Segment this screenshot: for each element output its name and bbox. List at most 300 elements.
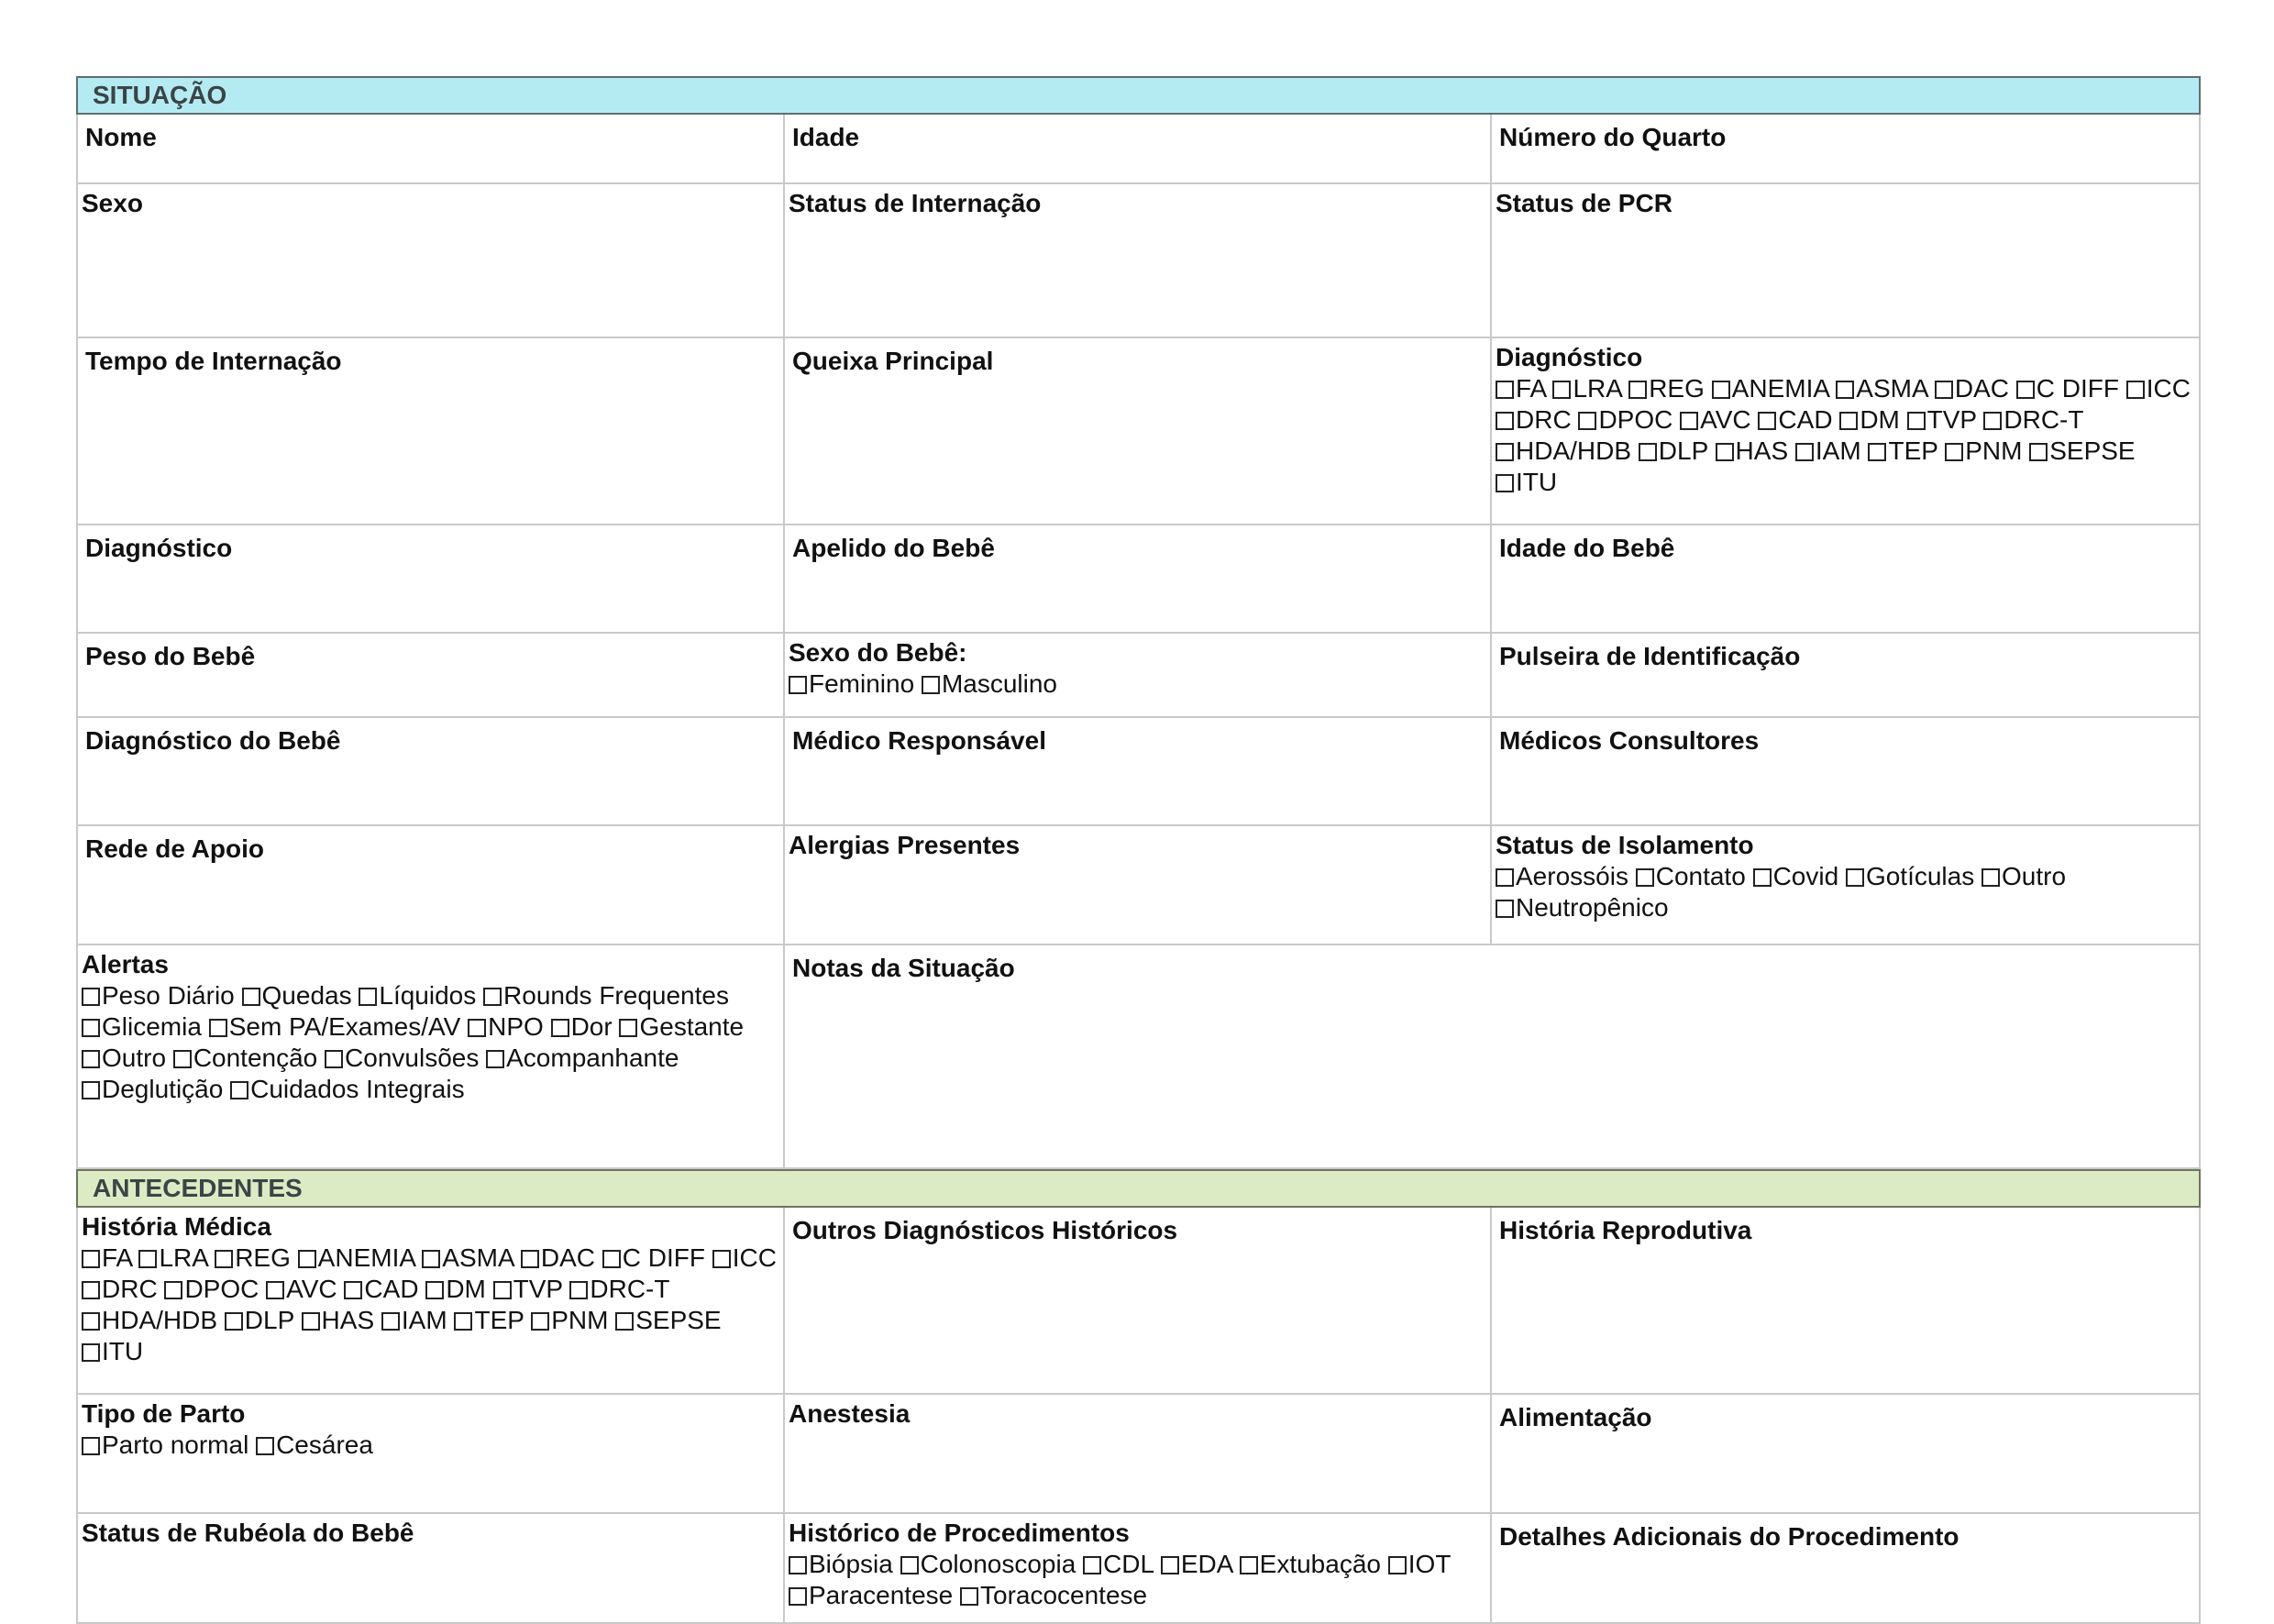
checkbox-label: NPO (488, 1012, 544, 1041)
checkbox-option[interactable] (82, 1044, 166, 1072)
field-status-pcr[interactable] (1492, 184, 2201, 338)
checkbox-icon[interactable] (266, 1281, 284, 1299)
checkbox-icon[interactable] (1758, 412, 1776, 430)
checkbox-option[interactable] (256, 1431, 373, 1459)
situacao-row (76, 718, 2201, 826)
field-label: Médicos Consultores (1499, 726, 1760, 755)
checkbox-icon[interactable] (82, 1312, 100, 1331)
checkbox-list (82, 1430, 778, 1461)
checkbox-label: ASMA (1856, 374, 1928, 403)
field-label: História Médica (82, 1212, 271, 1241)
checkbox-label: Gestante (639, 1012, 745, 1041)
checkbox-label: Masculino (941, 669, 1058, 698)
checkbox-label: Peso Diário (102, 981, 235, 1010)
checkbox-option[interactable] (1935, 374, 2009, 403)
checkbox-icon[interactable] (302, 1312, 320, 1331)
field-rede-apoio[interactable] (78, 826, 785, 945)
checkbox-option[interactable] (454, 1306, 524, 1334)
checkbox-option[interactable] (422, 1243, 513, 1272)
checkbox-icon[interactable] (381, 1312, 400, 1331)
checkbox-icon[interactable] (615, 1312, 634, 1331)
field-label: Diagnóstico (85, 534, 233, 562)
field-label: Status de Rubéola do Bebê (82, 1519, 414, 1547)
checkbox-option[interactable] (425, 1275, 486, 1303)
field-historia-reprodutiva[interactable] (1492, 1208, 2201, 1395)
checkbox-icon[interactable] (138, 1250, 157, 1268)
checkbox-icon[interactable] (1496, 443, 1514, 461)
checkbox-option[interactable] (381, 1306, 447, 1334)
checkbox-option[interactable] (602, 1243, 705, 1272)
checkbox-icon[interactable] (164, 1281, 182, 1299)
checkbox-label: AVC (1700, 405, 1751, 434)
checkbox-icon[interactable] (1680, 412, 1698, 430)
checkbox-icon[interactable] (1496, 381, 1514, 399)
checkbox-label: AVC (286, 1275, 337, 1303)
checkbox-icon[interactable] (1388, 1556, 1407, 1574)
field-label: Diagnóstico (1496, 343, 1643, 371)
checkbox-option[interactable] (82, 1337, 143, 1365)
field-alergias-presentes[interactable] (785, 826, 1492, 945)
checkbox-label: Aerossóis (1516, 862, 1628, 890)
checkbox-option[interactable] (1083, 1550, 1154, 1578)
checkbox-icon[interactable] (1496, 900, 1514, 918)
checkbox-icon[interactable] (1552, 381, 1571, 399)
checkbox-label: ANEMIA (1731, 374, 1829, 403)
checkbox-list (1496, 373, 2193, 498)
checkbox-label: Biópsia (809, 1550, 893, 1578)
field-label: Status de Isolamento (1496, 831, 1754, 859)
checkbox-label: ITU (102, 1337, 144, 1365)
checkbox-icon[interactable] (1753, 868, 1772, 887)
checkbox-icon[interactable] (1628, 381, 1647, 399)
checkbox-icon[interactable] (82, 1050, 100, 1068)
checkbox-option[interactable] (82, 1075, 223, 1103)
field-queixa-principal[interactable] (785, 338, 1492, 525)
field-label: Alimentação (1499, 1403, 1652, 1431)
checkbox-icon[interactable] (1496, 868, 1514, 887)
checkbox-label: IAM (1815, 436, 1861, 465)
checkbox-option[interactable] (1839, 405, 1900, 434)
field-status-internacao[interactable] (785, 184, 1492, 338)
situacao-row (76, 826, 2201, 945)
patient-form (76, 76, 2201, 1624)
checkbox-label: Toracocentese (980, 1581, 1148, 1609)
checkbox-icon[interactable] (1712, 381, 1730, 399)
field-sexo-bebe (785, 634, 1492, 718)
checkbox-icon[interactable] (325, 1050, 343, 1068)
checkbox-option[interactable] (82, 981, 235, 1010)
checkbox-label: Paracentese (809, 1581, 954, 1609)
checkbox-list (1496, 861, 2193, 923)
checkbox-option[interactable] (493, 1275, 563, 1303)
checkbox-option[interactable] (1240, 1550, 1381, 1578)
checkbox-label: HAS (321, 1306, 375, 1334)
checkbox-option[interactable] (2029, 436, 2135, 465)
checkbox-option[interactable] (1846, 862, 1974, 890)
checkbox-option[interactable] (1628, 374, 1705, 403)
field-peso-bebe[interactable] (78, 634, 785, 718)
checkbox-label: DLP (1658, 436, 1708, 465)
checkbox-icon[interactable] (422, 1250, 440, 1268)
checkbox-label: LRA (1573, 374, 1622, 403)
situacao-row (76, 945, 2201, 1169)
checkbox-option[interactable] (486, 1044, 679, 1072)
antecedentes-row (76, 1395, 2201, 1514)
checkbox-option[interactable] (483, 981, 729, 1010)
checkbox-icon[interactable] (1161, 1556, 1179, 1574)
field-label: História Reprodutiva (1499, 1216, 1752, 1244)
field-medicos-consultores[interactable] (1492, 718, 2201, 826)
checkbox-label: DM (1860, 405, 1900, 434)
checkbox-option[interactable] (1161, 1550, 1232, 1578)
checkbox-icon[interactable] (493, 1281, 512, 1299)
checkbox-label: Líquidos (379, 981, 477, 1010)
checkbox-icon[interactable] (569, 1281, 588, 1299)
checkbox-option[interactable] (922, 669, 1057, 698)
checkbox-option[interactable] (1496, 436, 1631, 465)
checkbox-option[interactable] (173, 1044, 317, 1072)
checkbox-label: DPOC (184, 1275, 259, 1303)
checkbox-option[interactable] (138, 1243, 207, 1272)
field-label: Idade do Bebê (1499, 534, 1675, 562)
checkbox-icon[interactable] (82, 1250, 100, 1268)
checkbox-label: Colonoscopia (920, 1550, 1076, 1578)
checkbox-option[interactable] (1868, 436, 1937, 465)
checkbox-label: SEPSE (635, 1306, 722, 1334)
checkbox-label: C DIFF (622, 1243, 705, 1272)
checkbox-option[interactable] (789, 1581, 953, 1609)
field-label: Sexo (82, 189, 143, 217)
checkbox-label: Sem PA/Exames/AV (228, 1012, 461, 1041)
checkbox-label: FA (1516, 374, 1546, 403)
checkbox-option[interactable] (82, 1431, 248, 1459)
field-label: Apelido do Bebê (792, 534, 995, 562)
checkbox-icon[interactable] (256, 1437, 274, 1455)
field-label: Anestesia (789, 1399, 911, 1428)
field-anestesia[interactable] (785, 1395, 1492, 1514)
checkbox-icon[interactable] (483, 988, 502, 1006)
field-label: Status de Internação (789, 189, 1042, 217)
checkbox-option[interactable] (1496, 862, 1628, 890)
checkbox-icon[interactable] (298, 1250, 316, 1268)
field-label: Tipo de Parto (82, 1399, 246, 1428)
field-idade[interactable] (785, 115, 1492, 184)
checkbox-option[interactable] (1907, 405, 1977, 434)
field-tipo-parto (78, 1395, 785, 1514)
checkbox-option[interactable] (1578, 405, 1672, 434)
checkbox-label: HDA/HDB (102, 1306, 218, 1334)
checkbox-label: DAC (540, 1243, 595, 1272)
checkbox-label: CAD (1778, 405, 1833, 434)
checkbox-icon[interactable] (1636, 868, 1654, 887)
checkbox-icon[interactable] (209, 1019, 227, 1037)
checkbox-icon[interactable] (1083, 1556, 1101, 1574)
checkbox-option[interactable] (225, 1306, 294, 1334)
checkbox-icon[interactable] (2126, 381, 2145, 399)
field-diagnostico-bebe[interactable] (78, 718, 785, 826)
checkbox-option[interactable] (1639, 436, 1708, 465)
checkbox-icon[interactable] (789, 676, 807, 694)
checkbox-label: PNM (551, 1306, 609, 1334)
checkbox-icon[interactable] (359, 988, 377, 1006)
field-medico-responsavel[interactable] (785, 718, 1492, 826)
checkbox-option[interactable] (215, 1243, 291, 1272)
checkbox-label: Neutropênico (1516, 893, 1669, 922)
checkbox-icon[interactable] (900, 1556, 919, 1574)
field-apelido-bebe[interactable] (785, 525, 1492, 634)
checkbox-label: Convulsões (345, 1044, 480, 1072)
checkbox-option[interactable] (1753, 862, 1839, 890)
checkbox-option[interactable] (266, 1275, 337, 1303)
field-label: Sexo do Bebê: (789, 638, 967, 667)
checkbox-option[interactable] (1496, 374, 1546, 403)
checkbox-icon[interactable] (1716, 443, 1734, 461)
field-label: Nome (85, 123, 157, 151)
checkbox-label: Parto normal (102, 1431, 249, 1459)
checkbox-option[interactable] (298, 1243, 415, 1272)
checkbox-label: Quedas (261, 981, 352, 1010)
field-nome[interactable] (78, 115, 785, 184)
checkbox-option[interactable] (960, 1581, 1147, 1609)
checkbox-option[interactable] (1983, 405, 2083, 434)
checkbox-label: Gotículas (1865, 862, 1975, 890)
checkbox-option[interactable] (619, 1012, 744, 1041)
checkbox-label: TVP (513, 1275, 563, 1303)
checkbox-icon[interactable] (1639, 443, 1657, 461)
checkbox-label: DM (446, 1275, 486, 1303)
checkbox-option[interactable] (789, 1550, 893, 1578)
field-diagnostico-checklist (1492, 338, 2201, 525)
field-label: Rede de Apoio (85, 834, 264, 863)
checkbox-label: TVP (1926, 405, 1977, 434)
field-historico-procedimentos (785, 1514, 1492, 1624)
checkbox-option[interactable] (615, 1306, 721, 1334)
checkbox-list (82, 1243, 778, 1367)
field-outros-diagnosticos[interactable] (785, 1208, 1492, 1395)
field-diagnostico[interactable] (78, 525, 785, 634)
checkbox-label: REG (1649, 374, 1705, 403)
field-label: Pulseira de Identificação (1499, 642, 1801, 670)
checkbox-option[interactable] (1496, 405, 1572, 434)
checkbox-label: Acompanhante (506, 1044, 679, 1072)
checkbox-icon[interactable] (2029, 443, 2048, 461)
checkbox-option[interactable] (712, 1243, 777, 1272)
checkbox-icon[interactable] (468, 1019, 486, 1037)
checkbox-icon[interactable] (789, 1556, 807, 1574)
checkbox-icon[interactable] (1836, 381, 1854, 399)
checkbox-option[interactable] (1945, 436, 2022, 465)
checkbox-icon[interactable] (1496, 474, 1514, 492)
checkbox-label: TEP (1888, 436, 1938, 465)
checkbox-label: REG (235, 1243, 291, 1272)
field-numero-quarto[interactable] (1492, 115, 2201, 184)
checkbox-icon[interactable] (1981, 868, 2000, 887)
checkbox-option[interactable] (82, 1275, 158, 1303)
checkbox-option[interactable] (302, 1306, 375, 1334)
checkbox-option[interactable] (325, 1044, 479, 1072)
checkbox-option[interactable] (1836, 374, 1927, 403)
situacao-row (76, 115, 2201, 184)
checkbox-option[interactable] (900, 1550, 1076, 1578)
checkbox-option[interactable] (1636, 862, 1746, 890)
checkbox-option[interactable] (82, 1243, 132, 1272)
checkbox-icon[interactable] (82, 1343, 100, 1362)
checkbox-icon[interactable] (225, 1312, 243, 1331)
checkbox-label: Cuidados Integrais (250, 1075, 465, 1103)
field-alertas (78, 945, 785, 1169)
checkbox-icon[interactable] (551, 1019, 569, 1037)
checkbox-icon[interactable] (344, 1281, 362, 1299)
checkbox-label: Outro (102, 1044, 167, 1072)
checkbox-label: Deglutição (102, 1075, 224, 1103)
checkbox-icon[interactable] (1240, 1556, 1258, 1574)
checkbox-option[interactable] (164, 1275, 259, 1303)
checkbox-option[interactable] (789, 669, 914, 698)
checkbox-label: CDL (1103, 1550, 1154, 1578)
situacao-row (76, 525, 2201, 634)
checkbox-icon[interactable] (531, 1312, 549, 1331)
checkbox-label: Feminino (809, 669, 915, 698)
checkbox-option[interactable] (1552, 374, 1621, 403)
checkbox-icon[interactable] (619, 1019, 637, 1037)
checkbox-list (82, 980, 778, 1105)
field-detalhes-procedimento[interactable] (1492, 1514, 2201, 1624)
checkbox-icon[interactable] (82, 1019, 100, 1037)
antecedentes-row (76, 1208, 2201, 1395)
checkbox-label: DLP (244, 1306, 294, 1334)
checkbox-option[interactable] (1981, 862, 2066, 890)
checkbox-option[interactable] (82, 1012, 202, 1041)
checkbox-icon[interactable] (1868, 443, 1886, 461)
checkbox-icon[interactable] (922, 676, 940, 694)
checkbox-icon[interactable] (230, 1081, 248, 1099)
checkbox-option[interactable] (1795, 436, 1861, 465)
checkbox-icon[interactable] (82, 988, 100, 1006)
field-label: Status de PCR (1496, 189, 1672, 217)
field-sexo[interactable] (78, 184, 785, 338)
field-notas-situacao[interactable] (785, 945, 2201, 1169)
field-label: Histórico de Procedimentos (789, 1519, 1130, 1547)
checkbox-icon[interactable] (425, 1281, 444, 1299)
checkbox-label: PNM (1965, 436, 2023, 465)
checkbox-option[interactable] (1712, 374, 1829, 403)
checkbox-icon[interactable] (1846, 868, 1864, 887)
field-label: Alertas (82, 950, 169, 978)
checkbox-icon[interactable] (173, 1050, 192, 1068)
checkbox-label: DRC-T (590, 1275, 669, 1303)
checkbox-option[interactable] (1496, 893, 1669, 922)
checkbox-option[interactable] (230, 1075, 464, 1103)
field-status-rubeola-bebe[interactable] (78, 1514, 785, 1624)
checkbox-icon[interactable] (1935, 381, 1953, 399)
checkbox-icon[interactable] (1983, 412, 2002, 430)
field-alimentacao[interactable] (1492, 1395, 2201, 1514)
field-idade-bebe[interactable] (1492, 525, 2201, 634)
field-tempo-internacao[interactable] (78, 338, 785, 525)
checkbox-option[interactable] (1496, 468, 1557, 496)
checkbox-label: Covid (1772, 862, 1839, 890)
checkbox-icon[interactable] (242, 988, 260, 1006)
checkbox-label: HAS (1735, 436, 1789, 465)
field-label: Médico Responsável (792, 726, 1046, 755)
checkbox-icon[interactable] (1496, 412, 1514, 430)
checkbox-icon[interactable] (1578, 412, 1596, 430)
checkbox-label: FA (102, 1243, 132, 1272)
checkbox-option[interactable] (344, 1275, 418, 1303)
checkbox-label: Outro (2002, 862, 2067, 890)
checkbox-option[interactable] (468, 1012, 544, 1041)
checkbox-label: ICC (732, 1243, 777, 1272)
checkbox-icon[interactable] (1795, 443, 1814, 461)
situacao-row (76, 338, 2201, 525)
field-label: Número do Quarto (1499, 123, 1727, 151)
checkbox-label: ANEMIA (317, 1243, 415, 1272)
checkbox-label: Contenção (193, 1044, 318, 1072)
checkbox-icon[interactable] (215, 1250, 233, 1268)
section-header-antecedentes: ANTECEDENTES (76, 1169, 2201, 1208)
checkbox-icon[interactable] (82, 1437, 100, 1455)
checkbox-icon[interactable] (2016, 381, 2035, 399)
checkbox-option[interactable] (82, 1306, 217, 1334)
checkbox-option[interactable] (1758, 405, 1832, 434)
checkbox-icon[interactable] (454, 1312, 472, 1331)
checkbox-option[interactable] (359, 981, 476, 1010)
checkbox-icon[interactable] (789, 1587, 807, 1606)
checkbox-icon[interactable] (82, 1081, 100, 1099)
checkbox-icon[interactable] (82, 1281, 100, 1299)
checkbox-label: TEP (474, 1306, 524, 1334)
checkbox-option[interactable] (209, 1012, 461, 1041)
field-label: Tempo de Internação (85, 347, 342, 375)
checkbox-label: DPOC (1598, 405, 1673, 434)
checkbox-option[interactable] (531, 1306, 608, 1334)
field-label: Detalhes Adicionais do Procedimento (1499, 1522, 1959, 1551)
checkbox-icon[interactable] (712, 1250, 731, 1268)
checkbox-label: IOT (1407, 1550, 1451, 1578)
checkbox-option[interactable] (551, 1012, 613, 1041)
checkbox-label: IAM (401, 1306, 447, 1334)
checkbox-label: Dor (570, 1012, 613, 1041)
situacao-row (76, 184, 2201, 338)
field-label: Outros Diagnósticos Históricos (792, 1216, 1178, 1244)
checkbox-option[interactable] (1680, 405, 1751, 434)
field-label: Diagnóstico do Bebê (85, 726, 341, 755)
checkbox-option[interactable] (1716, 436, 1789, 465)
checkbox-label: DRC-T (2004, 405, 2083, 434)
checkbox-label: Contato (1655, 862, 1746, 890)
checkbox-icon[interactable] (1945, 443, 1963, 461)
field-pulseira-identificacao[interactable] (1492, 634, 2201, 718)
checkbox-option[interactable] (2016, 374, 2119, 403)
checkbox-label: DRC (102, 1275, 158, 1303)
checkbox-icon[interactable] (1907, 412, 1926, 430)
checkbox-icon[interactable] (521, 1250, 539, 1268)
checkbox-icon[interactable] (1839, 412, 1858, 430)
checkbox-option[interactable] (242, 981, 352, 1010)
checkbox-option[interactable] (1388, 1550, 1451, 1578)
field-label: Notas da Situação (792, 954, 1015, 982)
checkbox-option[interactable] (569, 1275, 669, 1303)
checkbox-icon[interactable] (486, 1050, 504, 1068)
checkbox-icon[interactable] (960, 1587, 978, 1606)
section-header-situacao: SITUAÇÃO (76, 76, 2201, 115)
checkbox-label: Rounds Frequentes (503, 981, 729, 1010)
checkbox-option[interactable] (2126, 374, 2191, 403)
checkbox-label: C DIFF (2036, 374, 2119, 403)
field-status-isolamento (1492, 826, 2201, 945)
checkbox-option[interactable] (521, 1243, 595, 1272)
checkbox-icon[interactable] (602, 1250, 621, 1268)
